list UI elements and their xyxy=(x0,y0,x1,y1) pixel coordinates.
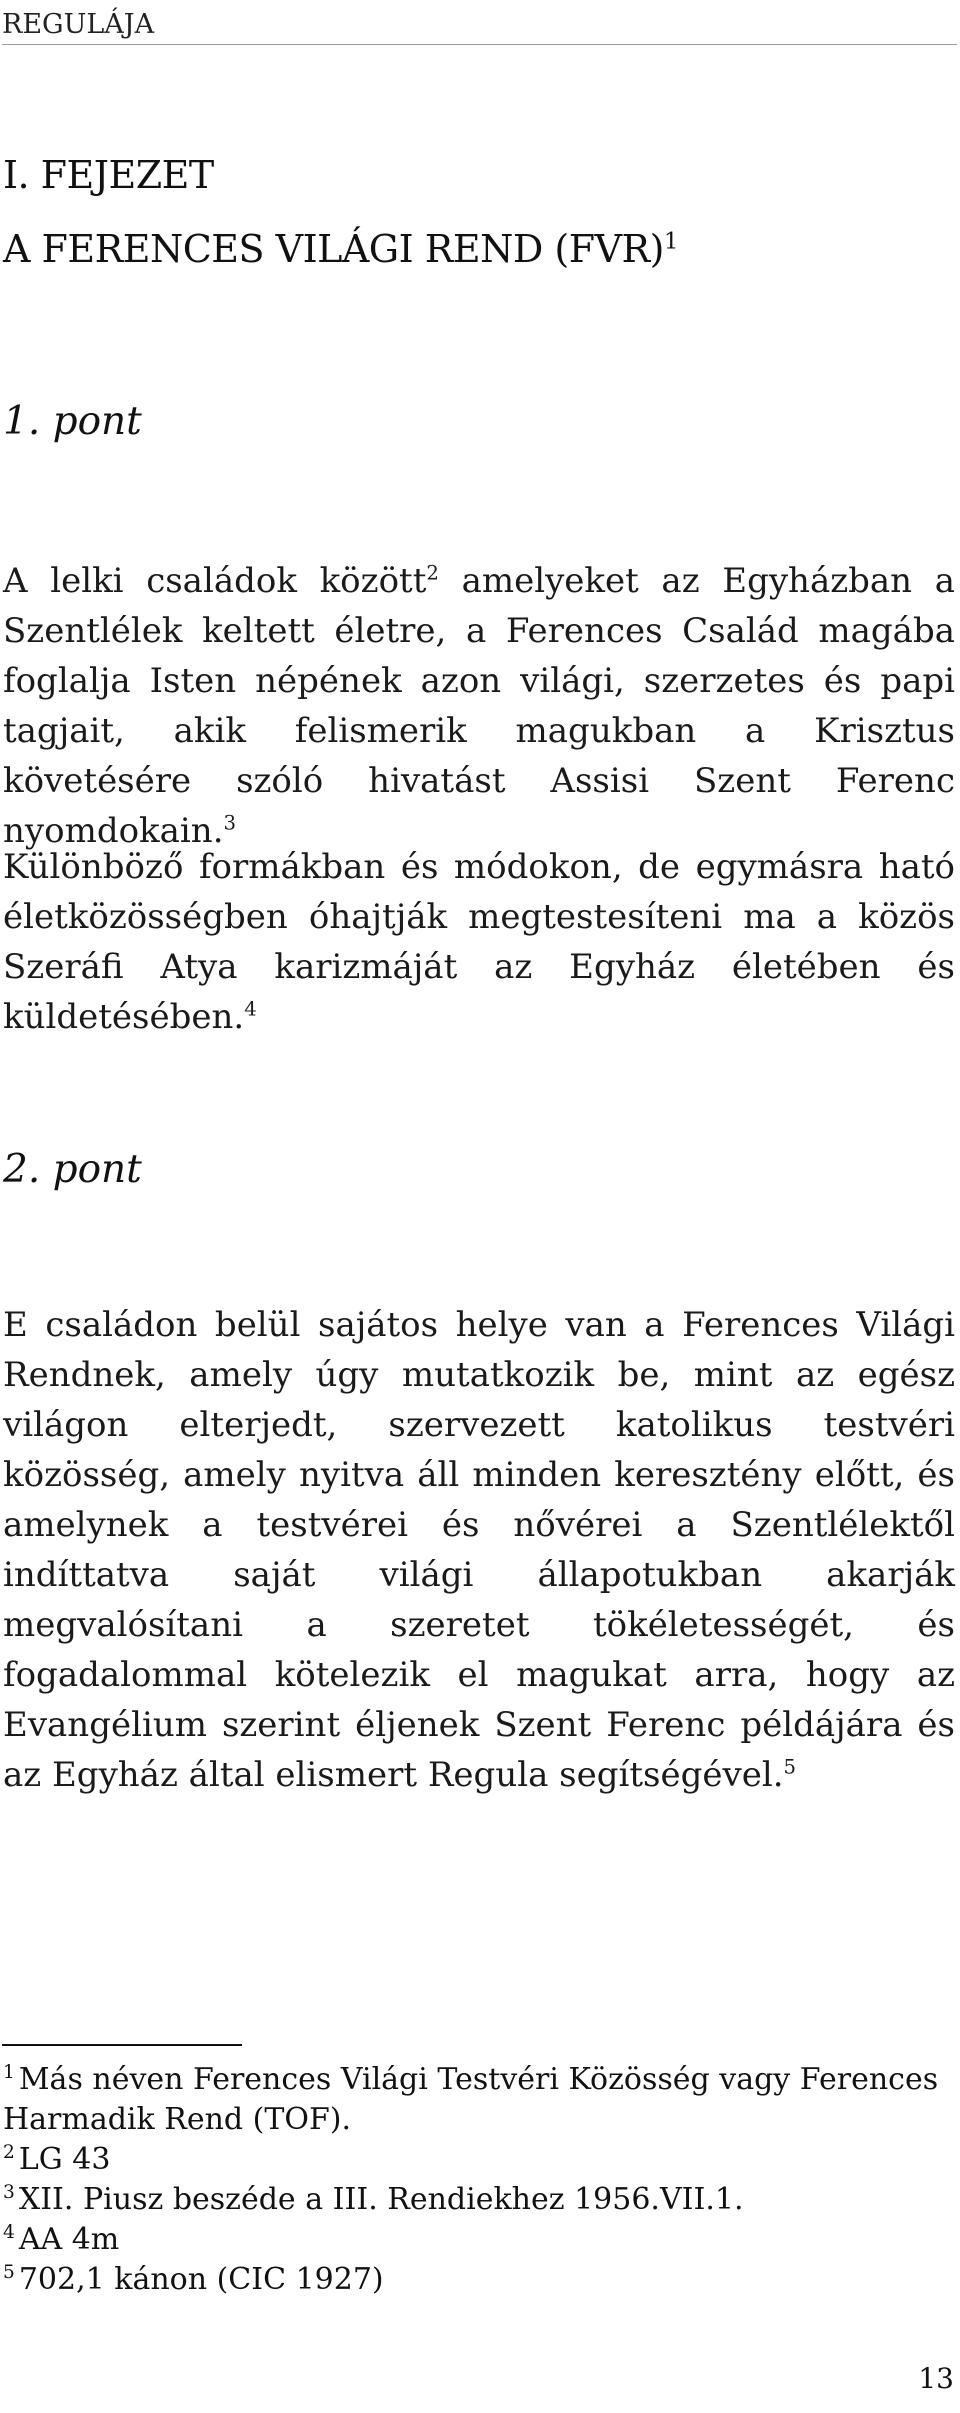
paragraph-text: A lelki családok között xyxy=(3,561,427,601)
chapter-heading xyxy=(3,138,678,286)
footnote-ref: 5 xyxy=(783,1755,797,1779)
footnote-list xyxy=(3,2060,955,2300)
footnote-2 xyxy=(3,2140,955,2180)
paragraph-text: Különböző formákban és módokon, de egymásra ható életközösségben óhajtják megtestesíteni ma a közös Szeráfi Atya karizmáját az Egyház életében és küldetésében. xyxy=(3,847,955,1037)
paragraph-text: amelyeket az Egyházban a Szentlélek keltett életre, a Ferences Család magába foglalja Isten népének azon világi, szerzetes és papi tagjait, akik felismerik magukban a Krisztus követésére szóló hivatást Assisi Szent Ferenc nyomdokain. xyxy=(3,561,955,851)
chapter-title xyxy=(3,212,678,286)
paragraph-2-1 xyxy=(3,1300,955,1800)
paragraph-1-1 xyxy=(3,556,955,856)
page-number: 13 xyxy=(918,2362,954,2395)
section-heading-2: 2. pont xyxy=(3,1147,142,1192)
footnote-text: Más néven Ferences Világi Testvéri Közösség vagy Ferences Harmadik Rend (TOF). xyxy=(3,2062,939,2137)
footnote-ref: 3 xyxy=(223,811,237,835)
footnote-text: AA 4m xyxy=(18,2222,120,2257)
paragraph-text: E családon belül sajátos helye van a Ferences Világi Rendnek, amely úgy mutatkozik be, mint az egész világon elterjedt, szervezett katolikus testvéri közösség, amely nyitva áll minden keresztény előtt, és amelynek a testvérei és nővérei a Szentlélektől indíttatva saját világi állapotukban akarják megvalósítani a szeretet tökéletességét, és fogadalommal kötelezik el magukat arra, hogy az Evangélium szerint éljenek Szent Ferenc példájára és az Egyház által elismert Regula segítségével. xyxy=(3,1305,955,1795)
paragraph-1-2 xyxy=(3,842,955,1042)
chapter-number: I. FEJEZET xyxy=(3,153,214,197)
footnote-number: 1 xyxy=(3,2062,15,2083)
footnote-separator xyxy=(2,2044,242,2046)
footnote-text: 702,1 kánon (CIC 1927) xyxy=(18,2262,384,2297)
running-header: REGULÁJA xyxy=(2,8,957,45)
footnote-number: 5 xyxy=(3,2262,15,2283)
chapter-title-text: A FERENCES VILÁGI REND (FVR) xyxy=(3,227,664,271)
footnote-4 xyxy=(3,2220,955,2260)
footnote-ref: 2 xyxy=(426,561,439,585)
footnote-5 xyxy=(3,2260,955,2300)
footnote-1 xyxy=(3,2060,955,2140)
footnote-3 xyxy=(3,2180,955,2220)
footnote-number: 4 xyxy=(3,2222,15,2243)
footnote-text: LG 43 xyxy=(18,2142,111,2177)
footnote-ref: 1 xyxy=(663,228,678,255)
footnote-ref: 4 xyxy=(244,997,257,1021)
footnote-number: 2 xyxy=(3,2142,15,2163)
footnote-text: XII. Piusz beszéde a III. Rendiekhez 1956.VII.1. xyxy=(18,2182,744,2217)
footnote-number: 3 xyxy=(3,2182,15,2203)
section-heading-1: 1. pont xyxy=(3,399,142,444)
